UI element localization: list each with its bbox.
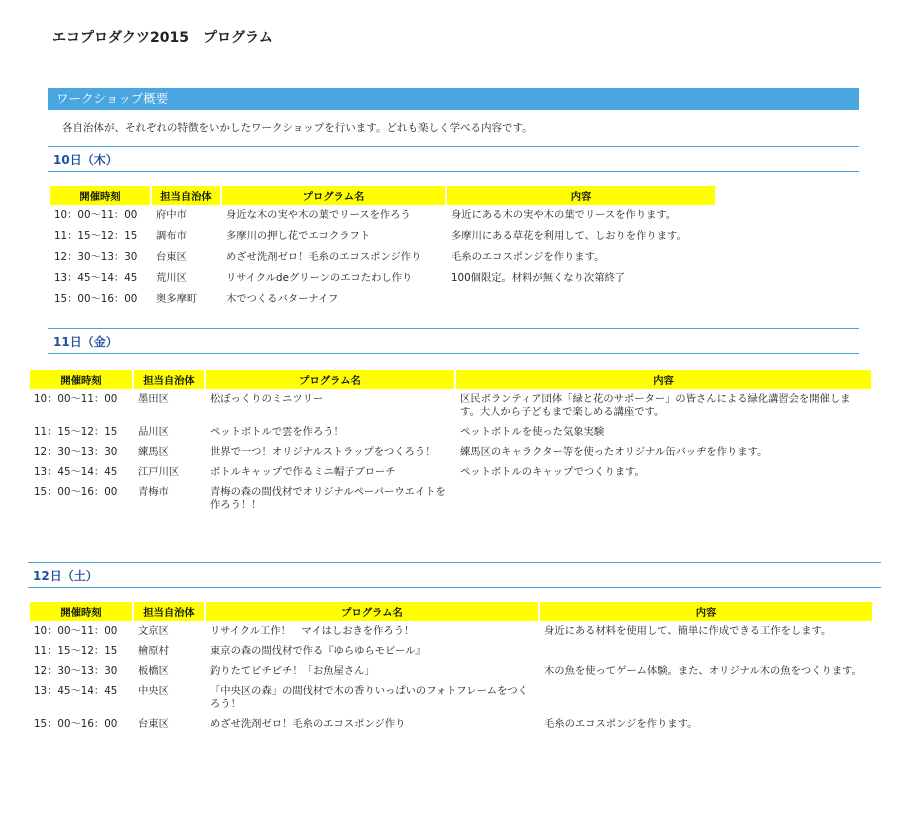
municipality-cell: 府中市 xyxy=(156,209,187,221)
program-name-cell: 身近な木の実や木の葉でリースを作ろう xyxy=(226,209,411,221)
table-row xyxy=(30,661,872,681)
table-row xyxy=(50,289,715,310)
content-cell: 身近にある木の実や木の葉でリースを作ります。 xyxy=(451,209,677,221)
table-row xyxy=(50,247,715,268)
content-cell: ペットボトルのキャップでつくります。 xyxy=(460,466,645,478)
program-name-cell: 木でつくるバターナイフ xyxy=(226,293,339,305)
municipality-cell: 台東区 xyxy=(138,718,169,730)
program-name-cell: 東京の森の間伐材で作る『ゆらゆらモビール』 xyxy=(210,645,426,657)
municipality-cell: 練馬区 xyxy=(138,446,169,458)
table-row xyxy=(30,714,872,734)
program-name-cell: リサイクルdeグリーンのエコたわし作り xyxy=(226,272,413,284)
content-cell: 毛糸のエコスポンジを作ります。 xyxy=(544,718,698,730)
table-row xyxy=(30,462,871,482)
content-cell xyxy=(456,482,871,515)
table-row xyxy=(30,681,872,714)
municipality-header: 担当自治体 xyxy=(134,602,204,621)
page-title: エコプロダクツ2015 プログラム xyxy=(52,30,273,46)
day-heading-11 xyxy=(48,328,859,354)
day-label: 10日（木） xyxy=(53,153,118,167)
program-name-cell: ペットボトルで雲を作ろう！ xyxy=(210,426,344,438)
program-name-cell: 青梅の森の間伐材でオリジナルペーパーウエイトを作ろう！！ xyxy=(210,486,446,511)
municipality-cell: 荒川区 xyxy=(156,272,187,284)
time-cell: 10：00～11：00 xyxy=(34,625,118,637)
time-header: 開催時刻 xyxy=(30,370,132,389)
day-heading-12 xyxy=(28,562,881,588)
content-cell: 100個限定。材料が無くなり次第終了 xyxy=(451,272,626,284)
content-cell: 木の魚を使ってゲーム体験。また、オリジナル木の魚をつくります。 xyxy=(544,665,862,677)
municipality-cell: 台東区 xyxy=(156,251,187,263)
content-cell xyxy=(540,681,872,714)
program-name-cell: 釣りたてピチピチ！「お魚屋さん」 xyxy=(210,665,375,677)
content-cell: 毛糸のエコスポンジを作ります。 xyxy=(451,251,605,263)
program-name-cell: 「中央区の森」の間伐材で木の香りいっぱいのフォトフレームをつくろう！ xyxy=(210,685,528,710)
content-cell: 練馬区のキャラクター等を使ったオリジナル缶バッヂを作ります。 xyxy=(460,446,768,458)
time-cell: 11：15～12：15 xyxy=(54,230,138,242)
municipality-header: 担当自治体 xyxy=(152,186,220,205)
table-row xyxy=(50,205,715,226)
overview-text: 各自治体が、それぞれの特徴をいかしたワークショップを行います。どれも楽しく学べる内容です。 xyxy=(62,122,533,134)
municipality-cell: 板橋区 xyxy=(138,665,169,677)
time-cell: 13：45～14：45 xyxy=(34,466,118,478)
municipality-cell: 江戸川区 xyxy=(138,466,180,478)
program-name-cell: ボトルキャップで作るミニ帽子ブローチ xyxy=(210,466,396,478)
municipality-cell: 中央区 xyxy=(138,685,169,697)
content-cell: ペットボトルを使った気象実験 xyxy=(460,426,605,438)
content-header: 内容 xyxy=(540,602,872,621)
table-row xyxy=(50,226,715,247)
municipality-cell: 品川区 xyxy=(138,426,169,438)
municipality-cell: 文京区 xyxy=(138,625,169,637)
program-name-header: プログラム名 xyxy=(222,186,445,205)
program-table-10 xyxy=(48,186,717,310)
content-cell xyxy=(447,289,715,310)
municipality-cell: 青梅市 xyxy=(138,486,169,498)
time-header: 開催時刻 xyxy=(50,186,150,205)
day-label: 11日（金） xyxy=(53,335,118,349)
time-cell: 11：15～12：15 xyxy=(34,426,118,438)
program-name-cell: 松ぼっくりのミニツリー xyxy=(210,393,324,405)
time-cell: 10：00～11：00 xyxy=(34,393,118,405)
municipality-cell: 奥多摩町 xyxy=(156,293,198,305)
program-name-cell: 多摩川の押し花でエコクラフト xyxy=(226,230,371,242)
time-cell: 13：45～14：45 xyxy=(54,272,138,284)
program-name-cell: 世界で一つ！オリジナルストラップをつくろう！ xyxy=(210,446,436,458)
time-header: 開催時刻 xyxy=(30,602,132,621)
content-cell: 区民ボランティア団体「緑と花のサポーター」の皆さんによる緑化講習会を開催します。大人から子どもまで楽しめる講座です。 xyxy=(460,393,851,418)
content-header: 内容 xyxy=(456,370,871,389)
overview-heading: ワークショップ概要 xyxy=(48,88,859,110)
municipality-header: 担当自治体 xyxy=(134,370,204,389)
time-cell: 12：30～13：30 xyxy=(34,446,118,458)
program-name-cell: めざせ洗剤ゼロ！毛糸のエコスポンジ作り xyxy=(210,718,406,730)
time-cell: 12：30～13：30 xyxy=(54,251,138,263)
program-table-12 xyxy=(28,602,874,734)
day-label: 12日（土） xyxy=(33,569,98,583)
table-row xyxy=(30,422,871,442)
content-header: 内容 xyxy=(447,186,715,205)
municipality-cell: 墨田区 xyxy=(138,393,169,405)
time-cell: 13：45～14：45 xyxy=(34,685,118,697)
municipality-cell: 調布市 xyxy=(156,230,187,242)
program-name-header: プログラム名 xyxy=(206,370,454,389)
table-row xyxy=(30,389,871,422)
time-cell: 10：00～11：00 xyxy=(54,209,138,221)
table-row xyxy=(30,621,872,641)
time-cell: 11：15～12：15 xyxy=(34,645,118,657)
time-cell: 12：30～13：30 xyxy=(34,665,118,677)
table-row xyxy=(30,641,872,661)
municipality-cell: 檜原村 xyxy=(138,645,169,657)
content-cell xyxy=(540,641,872,661)
program-name-cell: めざせ洗剤ゼロ！毛糸のエコスポンジ作り xyxy=(226,251,422,263)
content-cell: 多摩川にある草花を利用して、しおりを作ります。 xyxy=(451,230,687,242)
program-name-header: プログラム名 xyxy=(206,602,538,621)
program-name-cell: リサイクル工作！ マイはしおきを作ろう！ xyxy=(210,625,415,637)
time-cell: 15：00～16：00 xyxy=(34,486,118,498)
content-cell: 身近にある材料を使用して、簡単に作成できる工作をします。 xyxy=(544,625,832,637)
program-table-11 xyxy=(28,370,873,515)
time-cell: 15：00～16：00 xyxy=(34,718,118,730)
table-row xyxy=(30,442,871,462)
table-row xyxy=(50,268,715,289)
table-row xyxy=(30,482,871,515)
day-heading-10 xyxy=(48,146,859,172)
time-cell: 15：00～16：00 xyxy=(54,293,138,305)
